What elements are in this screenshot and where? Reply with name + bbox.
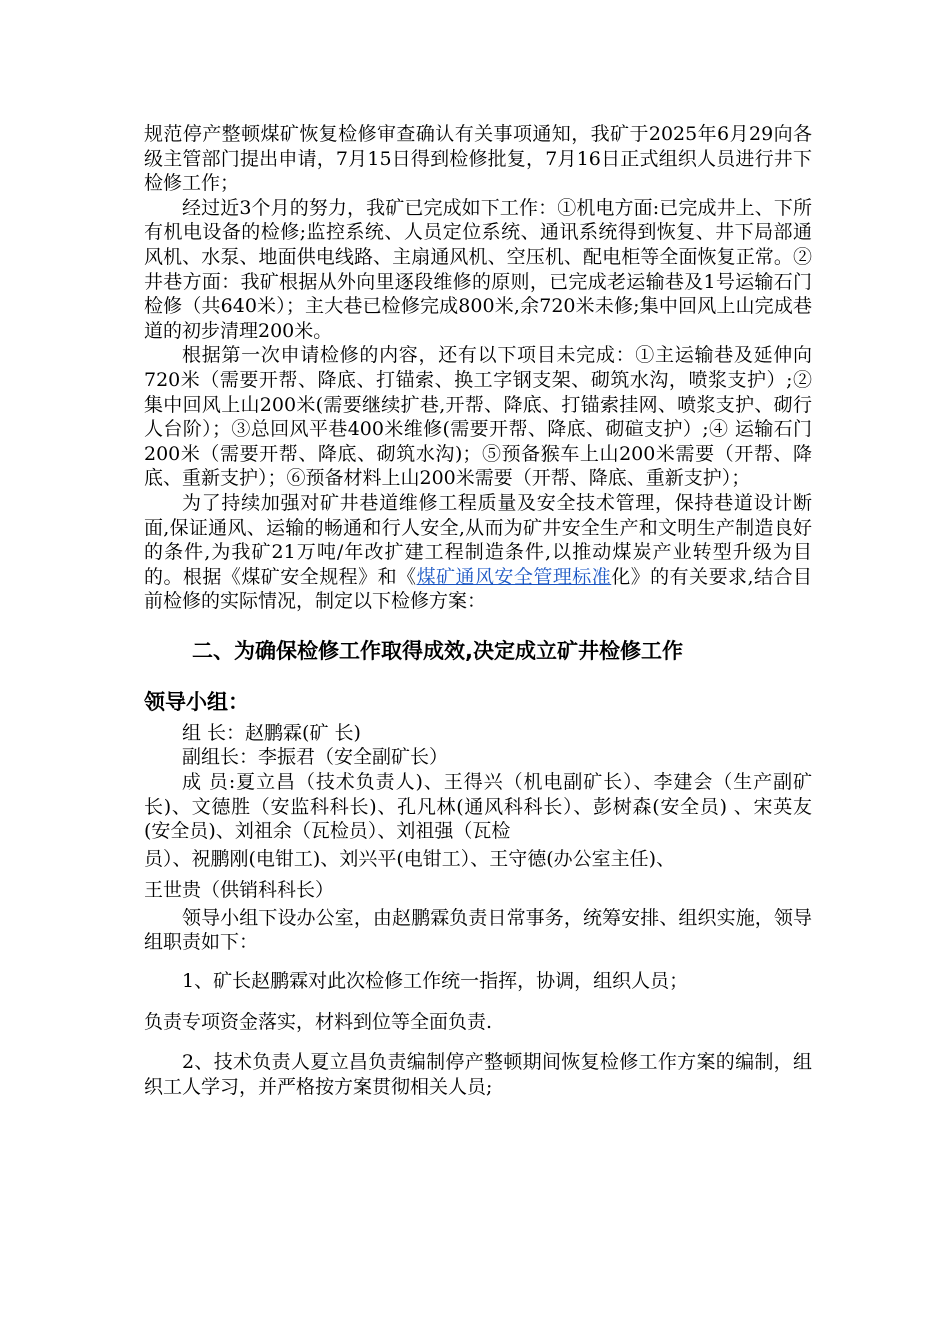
- section-heading-line2: 领导小组：: [144, 689, 249, 714]
- paragraph-purpose: [144, 491, 812, 614]
- document-page: [144, 122, 812, 1099]
- standard-link[interactable]: 煤矿通风安全管理标准: [416, 565, 612, 588]
- purpose-text-a: 为了持续加强对矿井巷道维修工程质量及安全技术管理，保持巷道设计断面,保证通风、运输的畅通和行人安全,从而为矿井安全生产和文明生产制造良好的条件,为我矿21万吨/年改扩建工程制造条件,以推动煤炭产业转型升级为目的。根据《煤矿安全规程》和《: [144, 491, 812, 588]
- duty-item-1: 1、矿长赵鹏霖对此次检修工作统一指挥，协调，组织人员；: [182, 970, 689, 993]
- deputy-leader-line: 副组长：李振君（安全副矿长）: [182, 746, 449, 769]
- leader-line: 组 长：赵鹏霖(矿 长): [182, 721, 361, 744]
- duty-item-1-cont: 负责专项资金落实，材料到位等全面负责.: [144, 1010, 493, 1033]
- members-list: 成 员:夏立昌（技术负责人)、王得兴（机电副矿长）、李建会（生产副矿长)、文德胜（安监科科长)、孔凡林(通风科科长）、彭树森(安全员) 、宋英友(安全员)、刘祖余（瓦检员）、刘祖强（瓦检: [144, 771, 812, 843]
- paragraph-completed-work: 经过近3个月的努力，我矿已完成如下工作：①机电方面:已完成井上、下所有机电设备的检修;监控系统、人员定位系统、通讯系统得到恢复、井下局部通风机、水泵、地面供电线路、主扇通风机、空压机、配电柜等全面恢复正常。②井巷方面：我矿根据从外向里逐段维修的原则，已完成老运输巷及1号运输石门检修（共640米）；主大巷已检修完成800米,余720米未修;集中回风上山完成巷道的初步清理200米。: [144, 196, 812, 342]
- office-paragraph: 领导小组下设办公室，由赵鹏霖负责日常事务，统筹安排、组织实施，领导组职责如下：: [144, 906, 812, 954]
- members-list-last: 王世贵（供销科科长）: [144, 878, 335, 901]
- duty-item-2: 2、技术负责人夏立昌负责编制停产整顿期间恢复检修工作方案的编制，组织工人学习，并严格按方案贯彻相关人员;: [144, 1051, 812, 1098]
- section-heading-line1: 二、为确保检修工作取得成效,决定成立矿井检修工作: [192, 638, 683, 663]
- paragraph-unfinished-items: 根据第一次申请检修的内容，还有以下项目未完成：①主运输巷及延伸向720米（需要开帮、降底、打锚索、换工字钢支架、砌筑水沟，喷浆支护）;② 集中回风上山200米(需要继续扩巷,开帮、降底、打锚索挂网、喷浆支护、砌行人台阶）；③总回风平巷400米维修(需要开帮、降底、砌碹支护）;④ 运输石门200米（需要开帮、降底、砌筑水沟)；⑤预备猴车上山200米需要（开帮、降底、重新支护）；⑥预备材料上山200米需要（开帮、降底、重新支护）；: [144, 344, 812, 490]
- purpose-text-b: 化》的有关要求,结合目前检修的实际情况，制定以下检修方案：: [144, 565, 812, 613]
- members-list-cont: 员）、祝鹏刚(电钳工)、刘兴平(电钳工）、王守德(办公室主任)、: [144, 847, 676, 870]
- paragraph-application: 规范停产整顿煤矿恢复检修审查确认有关事项通知，我矿于2025年6月29向各级主管部门提出申请，7月15日得到检修批复，7月16日正式组织人员进行井下检修工作；: [144, 123, 812, 195]
